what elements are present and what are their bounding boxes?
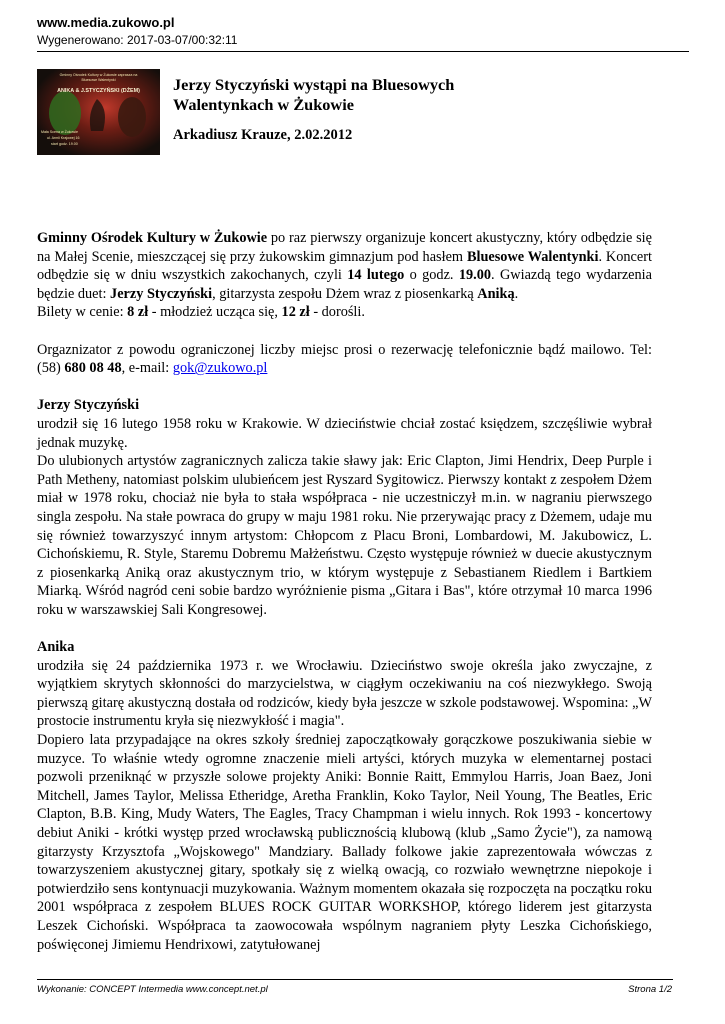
event-date: 14 lutego bbox=[347, 267, 405, 284]
title-line2: Walentynkach w Żukowie bbox=[173, 95, 354, 114]
text-span: , e-mail: bbox=[121, 360, 173, 377]
text-span: - młodzież ucząca się, bbox=[148, 304, 282, 321]
event-name: Bluesowe Walentynki bbox=[466, 248, 599, 265]
text-span: po raz pierwszy organizuje koncert akustyczny, który odbędzie się na Małej Scenie, mieszczącej się przy żukowskim gimnazjum pod hasłem bbox=[37, 230, 652, 265]
text-span: Bilety w cenie: bbox=[37, 304, 128, 321]
thumb-line5: ul. Armii Krajowej 16 bbox=[47, 136, 80, 140]
styczynski-bio-1: urodził się 16 lutego 1958 roku w Krakowie. W dzieciństwie chciał zostać księdzem, szczęśliwie wybrał jednak muzykę. bbox=[37, 415, 652, 451]
article-header bbox=[173, 75, 673, 144]
text-span: o godz. bbox=[404, 267, 459, 284]
styczynski-bio-2: Do ulubionych artystów zagranicznych zalicza takie sławy jak: Eric Clapton, Jimi Hendrix, Deep Purple i Path Metheny, natomiast polskim ulubieńcem jest Ryszard Sygitowicz. Pierwszy kontakt z zespołem Dżem miał w 1978 roku, chociaż nie była to stała współpraca - nie uczestniczył m.in. w nagraniu pierwszego singla zespołu. Na stałe powraca do grupy w maju 1981 roku. Nie przerywając pracy z Dżemem, udaje mu się również towarzyszyć innym artystom: Chłopcom z Placu Broni, Lombardowi, M. Jakubowicz, L. Cichońskiemu, R. Style, Staremu Dobremu Małżeństwu. Często występuje również w duecie akustycznym z piosenkarką Aniką oraz akustycznym trio, w którym występuje z Sebastianem Riedlem i Bartkiem Miarką. Wśród nagród ceni sobie bardzo wyróżnienie pisma „Gitara i Bas", które otrzymał 10 marca 1996 roku w warszawskiej Sali Kongresowej. bbox=[37, 453, 652, 618]
page-number: Strona 1/2 bbox=[628, 984, 672, 995]
intro-paragraph bbox=[37, 229, 652, 303]
phone-number: 680 08 48 bbox=[64, 360, 122, 377]
section-heading-styczynski bbox=[37, 396, 652, 415]
price-adults: 12 zł bbox=[281, 304, 310, 321]
text-span: . bbox=[514, 285, 519, 302]
page-header bbox=[37, 14, 689, 48]
thumb-line2: Bluesowe Walentynki bbox=[81, 78, 116, 82]
thumb-line3: ANIKA & J.STYCZYŃSKI (DŻEM) bbox=[57, 88, 140, 94]
text-span: Orgaznizator z powodu ograniczonej liczby miejsc prosi o rezerwację telefonicznie bądź mailowo. Tel: (58) bbox=[37, 341, 652, 377]
price-students: 8 zł bbox=[127, 304, 149, 321]
header-divider bbox=[37, 51, 689, 52]
footer-divider bbox=[37, 979, 673, 980]
text-span: - dorośli. bbox=[309, 304, 365, 321]
spacer bbox=[37, 378, 652, 397]
site-url: www.media.zukowo.pl bbox=[37, 15, 175, 30]
thumb-line4: Mała Scena w Żukowie bbox=[41, 130, 78, 134]
section-heading-anika bbox=[37, 638, 652, 657]
title-line1: Jerzy Styczyński wystąpi na Bluesowych bbox=[173, 75, 455, 94]
article-byline: Arkadiusz Krauze, 2.02.2012 bbox=[173, 127, 353, 143]
text-span: . Koncert odbędzie się w dniu wszystkich zakochanych, czyli bbox=[37, 248, 652, 284]
heading-text: Jerzy Styczyński bbox=[37, 397, 140, 414]
article-body bbox=[37, 229, 652, 954]
article-thumbnail[interactable] bbox=[37, 69, 160, 155]
reservation-paragraph bbox=[37, 341, 652, 378]
spacer bbox=[37, 322, 652, 341]
event-time: 19.00 bbox=[458, 267, 492, 284]
text-span: . Gwiazdą tego wydarzenia będzie duet: bbox=[37, 267, 652, 302]
generated-timestamp: Wygenerowano: 2017-03-07/00:32:11 bbox=[37, 33, 238, 47]
anika-bio-1: urodziła się 24 października 1973 r. we Wrocławiu. Dzieciństwo swoje określa jako zwyczajne, z wyjątkiem skrytych skłonności do marzycielstwa, w ciągłym oczekiwaniu na coś niezwykłego. Swoją pierwszą gitarę akustyczną dostała od rodziców, kiedy była jeszcze w szkole podstawowej. Wspomina: „W prostocie instrumentu kryła się niezwykłość i magia". bbox=[37, 657, 652, 730]
artist-name: Jerzy Styczyński bbox=[110, 285, 213, 302]
text-span: , gitarzysta zespołu Dżem wraz z piosenkarką bbox=[212, 285, 478, 302]
anika-bio-2: Dopiero lata przypadające na okres szkoły średniej zapoczątkowały gorączkowe poszukiwania siebie w muzyce. To właśnie wtedy ogromne znaczenie mieli artyści, których muzyka w elementarnej postaci pozwoli przeniknąć w przyszłe solowe projekty Aniki: Bonnie Raitt, Emmylou Harris, Joan Baez, Joni Mitchell, James Taylor, Melissa Etheridge, Aretha Franklin, Koko Taylor, Neil Young, The Beatles, Eric Clapton, B.B. King, Mudy Waters, The Eagles, Tracy Champman i wielu innych. Rok 1993 - koncertowy debiut Aniki - krótki występ przed wrocławską publicznością klubową (klub „Samo Życie"), za namową gitarzysty Krzysztofa „Wojskowego" Mandziary. Ballady folkowe jakie zaprezentowała wówczas z towarzyszeniem akustycznej gitary, spotkały się z wielką owacją, co rozwiało wewnętrzne niepokoje i potwierdziło sens kontynuacji muzykowania. Ważnym momentem okazała się rozpoczęta na początku roku 2001 współpraca z zespołem BLUES ROCK GUITAR WORKSHOP, którego liderem jest gitarzysta Leszek Cichoński. Współpraca ta zaowocowała wspólnym nagraniem płyty Leszka Cichońskiego, poświęconej Jimiemu Hendrixowi, zatytułowanej bbox=[37, 732, 652, 953]
organizer-name: Gminny Ośrodek Kultury w Żukowie bbox=[37, 230, 268, 246]
article-title bbox=[173, 75, 673, 115]
spacer bbox=[37, 619, 652, 638]
thumb-line6: start godz. 19.00 bbox=[51, 142, 78, 146]
singer-name: Aniką bbox=[477, 285, 515, 302]
heading-text: Anika bbox=[37, 639, 75, 656]
thumb-line1: Gminny Ośrodek Kultury w Żukowie zaprasza na bbox=[59, 73, 138, 77]
ticket-prices bbox=[37, 303, 652, 322]
footer-credit: Wykonanie: CONCEPT Intermedia www.concept.net.pl bbox=[37, 984, 268, 995]
email-link[interactable]: gok@zukowo.pl bbox=[172, 360, 268, 377]
